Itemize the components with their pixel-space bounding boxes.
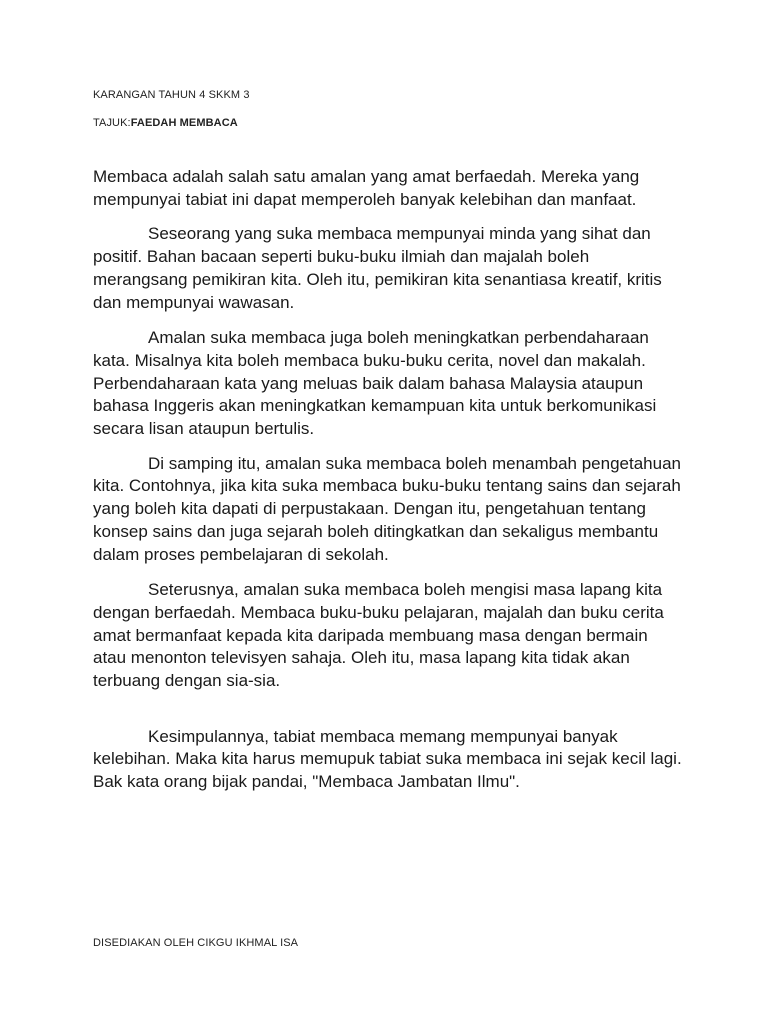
- paragraph-intro: Membaca adalah salah satu amalan yang amat berfaedah. Mereka yang mempunyai tabiat ini dapat memperoleh banyak kelebihan dan manfaat.: [93, 167, 640, 209]
- essay-body: [93, 166, 683, 794]
- paragraph-4: Seterusnya, amalan suka membaca boleh mengisi masa lapang kita dengan berfaedah. Membaca buku-buku pelajaran, majalah dan buku cerita amat bermanfaat kepada kita daripada membuang masa dengan bermain atau menonton televisyen sahaja. Oleh itu, masa lapang kita tidak akan terbuang dengan sia-sia.: [93, 580, 664, 691]
- title-label: TAJUK:: [93, 117, 131, 129]
- paragraph-1: Seseorang yang suka membaca mempunyai minda yang sihat dan positif. Bahan bacaan seperti buku-buku ilmiah dan majalah boleh merangsang pemikiran kita. Oleh itu, pemikiran kita senantiasa kreatif, kritis dan mempunyai wawasan.: [93, 224, 662, 312]
- document-footer: DISEDIAKAN OLEH CIKGU IKHMAL ISA: [93, 937, 299, 949]
- title-value: FAEDAH MEMBACA: [130, 117, 238, 129]
- paragraph-2: Amalan suka membaca juga boleh meningkatkan perbendaharaan kata. Misalnya kita boleh membaca buku-buku cerita, novel dan makalah. Perbendaharaan kata yang meluas baik dalam bahasa Malaysia ataupun bahasa Inggeris akan meningkatkan kemampuan kita untuk berkomunikasi secara lisan ataupun bertulis.: [93, 328, 657, 439]
- paragraph-3: Di samping itu, amalan suka membaca boleh menambah pengetahuan kita. Contohnya, jika kita suka membaca buku-buku tentang sains dan sejarah yang boleh kita dapati di perpustakaan. Dengan itu, pengetahuan tentang konsep sains dan juga sejarah boleh ditingkatkan dan sekaligus membantu dalam proses pembelajaran di sekolah.: [93, 453, 681, 564]
- document-title: [93, 117, 238, 129]
- paragraph-conclusion: Kesimpulannya, tabiat membaca memang mempunyai banyak kelebihan. Maka kita harus memupuk tabiat suka membaca ini sejak kecil lagi. Bak kata orang bijak pandai, "Membaca Jambatan Ilmu".: [93, 726, 682, 792]
- document-header: KARANGAN TAHUN 4 SKKM 3: [93, 89, 250, 101]
